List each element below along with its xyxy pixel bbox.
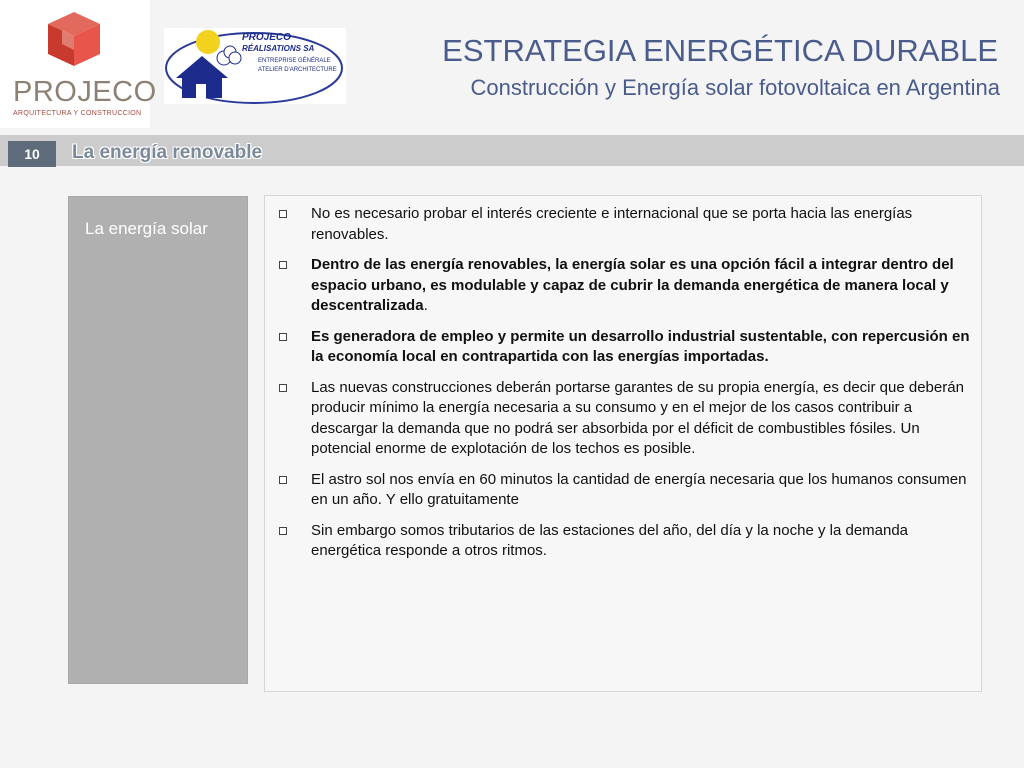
square-bullet-icon — [279, 333, 287, 341]
realisations-logo-line1: PROJECO — [242, 32, 291, 43]
section-title: La energía renovable — [72, 142, 263, 163]
bullet-text: El astro sol nos envía en 60 minutos la cantidad de energía necesaria que los humanos consumen en un año. Y ello gratuitamente — [311, 470, 967, 508]
slide-number-badge: 10 — [8, 141, 56, 167]
square-bullet-icon — [279, 384, 287, 392]
bullet-item — [279, 255, 973, 317]
bullet-list — [279, 204, 973, 572]
square-bullet-icon — [279, 476, 287, 484]
projeco-realisations-logo — [164, 28, 346, 104]
realisations-logo-line4: ATELIER D'ARCHITECTURE — [258, 67, 337, 73]
projeco-logo-tagline: ARQUITECTURA Y CONSTRUCCION — [13, 110, 142, 117]
bullet-item — [279, 204, 973, 245]
content-box — [264, 195, 982, 692]
bullet-text: No es necesario probar el interés creciente e internacional que se porta hacia las energías renovables. — [311, 205, 913, 243]
side-panel — [68, 196, 248, 684]
bullet-item — [279, 378, 973, 460]
side-panel-label: La energía solar — [85, 219, 208, 238]
square-bullet-icon — [279, 527, 287, 535]
square-bullet-icon — [279, 210, 287, 218]
square-bullet-icon — [279, 261, 287, 269]
bullet-text: Dentro de las energía renovables, la energía solar es una opción fácil a integrar dentro del espacio urbano, es modulable y capaz de cubrir la demanda energética de manera local y descentralizada — [311, 256, 954, 314]
projeco-logo — [0, 0, 157, 128]
realisations-logo-line3: ENTREPRISE GÉNÉRALE — [258, 58, 331, 64]
bullet-item — [279, 521, 973, 562]
bullet-text: Es generadora de empleo y permite un desarrollo industrial sustentable, con repercusión en la economía local en contrapartida con las energías importadas. — [311, 327, 970, 365]
bullet-text: Las nuevas construcciones deberán portarse garantes de su propia energía, es decir que deberán producir mínimo la energía necesaria a su consumo y en el mejor de los casos contribuir a descargar la demanda que no podrá ser absorbida por el déficit de combustibles fósiles. Un potencial enorme de explotación de los techos es posible. — [311, 378, 964, 457]
bullet-suffix: . — [423, 297, 428, 314]
red-cube-icon — [44, 10, 104, 70]
page-title: ESTRATEGIA ENERGÉTICA DURABLE — [442, 33, 998, 68]
bullet-item — [279, 327, 973, 368]
bullet-text: Sin embargo somos tributarios de las estaciones del año, del día y la noche y la demanda energética responde a otros ritmos. — [311, 521, 909, 559]
bullet-item — [279, 470, 973, 511]
realisations-logo-line2: RÉALISATIONS SA — [242, 44, 315, 53]
page-subtitle: Construcción y Energía solar fotovoltaica en Argentina — [470, 75, 1000, 100]
projeco-logo-name: PROJECO — [13, 76, 157, 108]
